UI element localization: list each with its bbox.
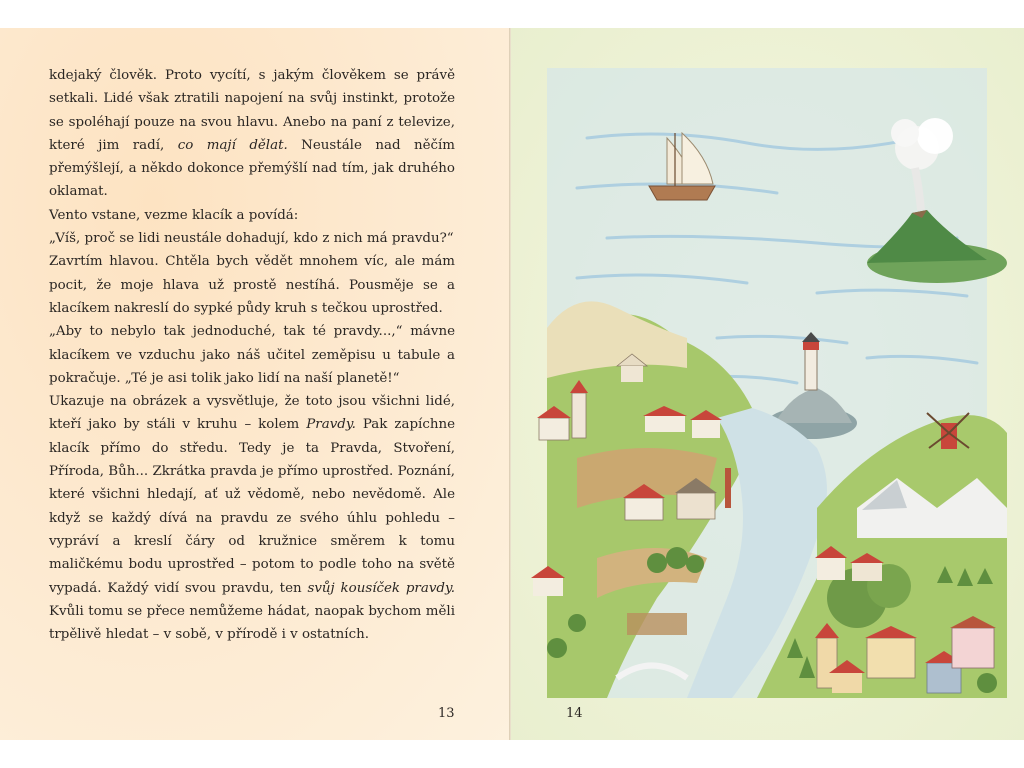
body-text: [49, 64, 455, 646]
page-number-left: 13: [438, 706, 455, 721]
paragraph: „Víš, proč se lidi neustále dohadují, kdo z nich má pravdu?“: [49, 231, 454, 247]
left-page: [0, 28, 510, 740]
landscape-illustration: [517, 38, 1017, 698]
page-number-right: 14: [566, 706, 583, 721]
paragraph: Zavrtím hlavou. Chtěla bych vědět mnohem víc, ale mám pocit, že moje hlava už prostě nestíhá. Pousměje se a klacíkem nakreslí do sypké půdy kruh s tečkou uprostřed.: [49, 254, 455, 316]
watercolor-landscape: [517, 38, 1017, 698]
paragraph: Ukazuje na obrázek a vysvětluje, že toto jsou všichni lidé, kteří jako by stáli v kruhu – kolem Pravdy. Pak zapíchne klacík přímo do středu. Tedy je ta Pravda, Stvoření, Příroda, Bůh... Zkrátka pravda je přímo uprostřed. Poznání, které všichni hledají, ať už vědomě, nebo nevědomě. Ale když se každý dívá na pravdu ze svého úhlu pohledu – vypráví a kreslí čáry od kružnice směrem k tomu maličkému bodu uprostřed – potom to podle toho na světě vypadá. Každý vidí svou pravdu, ten svůj kousíček pravdy. Kvůli tomu se přece nemůžeme hádat, naopak bychom měli trpělivě hledat – v sobě, v přírodě i v ostatních.: [49, 394, 455, 643]
paragraph: „Aby to nebylo tak jednoduché, tak té pravdy...,“ mávne klacíkem ve vzduchu jako náš učitel zeměpisu u tabule a pokračuje. „Té je asi tolik jako lidí na naší planetě!“: [49, 324, 455, 386]
paragraph: Vento vstane, vezme klacík a povídá:: [49, 207, 299, 223]
paragraph: kdejaký člověk. Proto vycítí, s jakým člověkem se právě setkali. Lidé však ztratili napojení na svůj instinkt, protože se spoléhají pouze na svou hlavu. Anebo na paní z televize, které jim radí, co mají dělat. Neustále nad něčím přemýšlejí, a někdo dokonce přemýšlí nad tím, jak druhého oklamat.: [49, 68, 455, 200]
book-spread: [0, 28, 1024, 740]
